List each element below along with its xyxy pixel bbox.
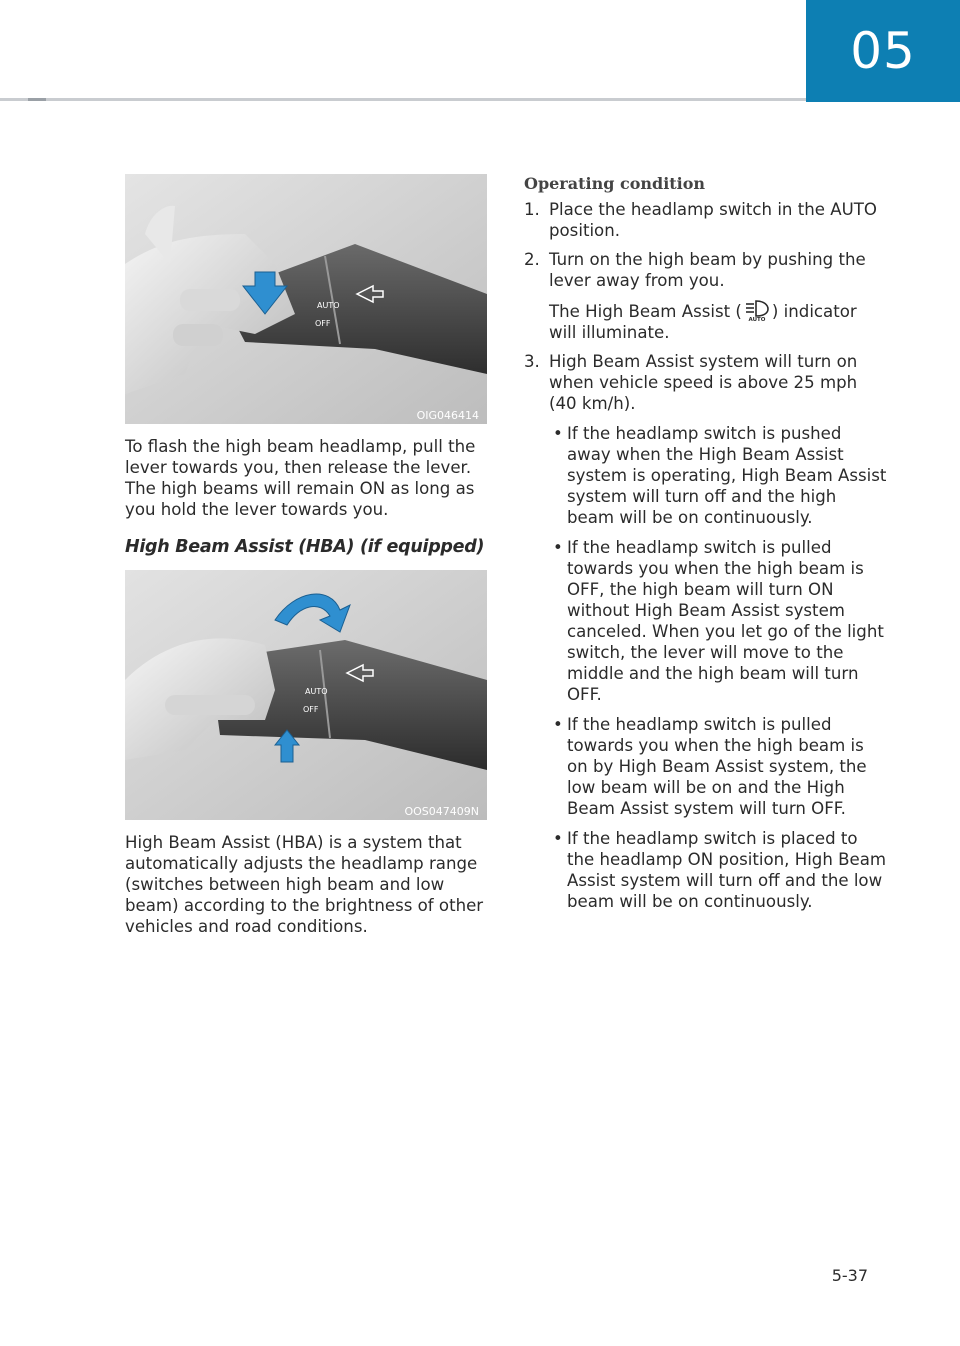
operating-condition-section <box>524 174 888 920</box>
list-item <box>524 249 888 343</box>
chapter-tab: 05 <box>806 0 960 102</box>
bullet-text: If the headlamp switch is pulled towards you when the high beam is OFF, the high beam will turn ON without High Beam Assist system canceled. When you let go of the light switch, the lever will move to the middle and the high beam will turn OFF. <box>567 538 884 704</box>
figure-lever-hba <box>125 570 487 820</box>
bullet-dot: • <box>553 538 563 557</box>
section-heading: High Beam Assist (HBA) (if equipped) <box>125 537 485 557</box>
figure-code: OOS047409N <box>404 805 479 818</box>
bullet-item <box>549 828 888 912</box>
bullet-dot: • <box>553 424 563 443</box>
subtext-before: The High Beam Assist ( <box>549 302 742 321</box>
operating-condition-title: Operating condition <box>524 174 706 193</box>
bullet-item <box>549 423 888 528</box>
bullet-text: If the headlamp switch is pushed away when the High Beam Assist system is operating, High Beam Assist system will turn off and the high beam will be on continuously. <box>567 424 887 527</box>
lever-hba-illustration <box>125 570 487 820</box>
item-text: Place the headlamp switch in the AUTO position. <box>549 200 877 240</box>
header-rule-accent <box>28 98 46 101</box>
lever-auto-label: AUTO <box>317 301 340 310</box>
high-beam-assist-icon <box>742 299 772 321</box>
figure-lever-flash <box>125 174 487 424</box>
lever-flash-illustration <box>125 174 487 424</box>
icon-label: AUTO <box>748 317 766 321</box>
item-number: 3. <box>524 352 540 371</box>
figure-code: OIG046414 <box>416 409 479 422</box>
flash-paragraph: To flash the high beam headlamp, pull the lever towards you, then release the lever. The high beams will remain ON as long as you hold the lever towards you. <box>125 437 476 519</box>
item-text: Turn on the high beam by pushing the lever away from you. <box>549 250 866 290</box>
bullet-text: If the headlamp switch is placed to the headlamp ON position, High Beam Assist system will turn off and the low beam will be on continuously. <box>567 829 887 911</box>
list-item <box>524 351 888 912</box>
lever-off-label: OFF <box>303 705 319 714</box>
bullet-dot: • <box>553 829 563 848</box>
subtext-after: ) indicator will illuminate. <box>549 302 857 342</box>
bullet-item <box>549 537 888 705</box>
item-subtext <box>549 299 888 343</box>
lever-auto-label: AUTO <box>305 687 328 696</box>
bullet-dot: • <box>553 715 563 734</box>
list-item <box>524 199 888 241</box>
lever-off-label: OFF <box>315 319 331 328</box>
hba-paragraph: High Beam Assist (HBA) is a system that automatically adjusts the headlamp range (switches between high beam and low beam) according to the brightness of other vehicles and road conditions. <box>125 833 484 936</box>
item-text: High Beam Assist system will turn on when vehicle speed is above 25 mph (40 km/h). <box>549 352 858 413</box>
bullet-text: If the headlamp switch is pulled towards you when the high beam is on by High Beam Assist system, the low beam will be on and the High Beam Assist system will turn OFF. <box>567 715 867 818</box>
page-number: 5-37 <box>831 1266 868 1285</box>
item-number: 2. <box>524 250 540 269</box>
item-number: 1. <box>524 200 540 219</box>
bullet-item <box>549 714 888 819</box>
header-rule <box>0 98 806 101</box>
